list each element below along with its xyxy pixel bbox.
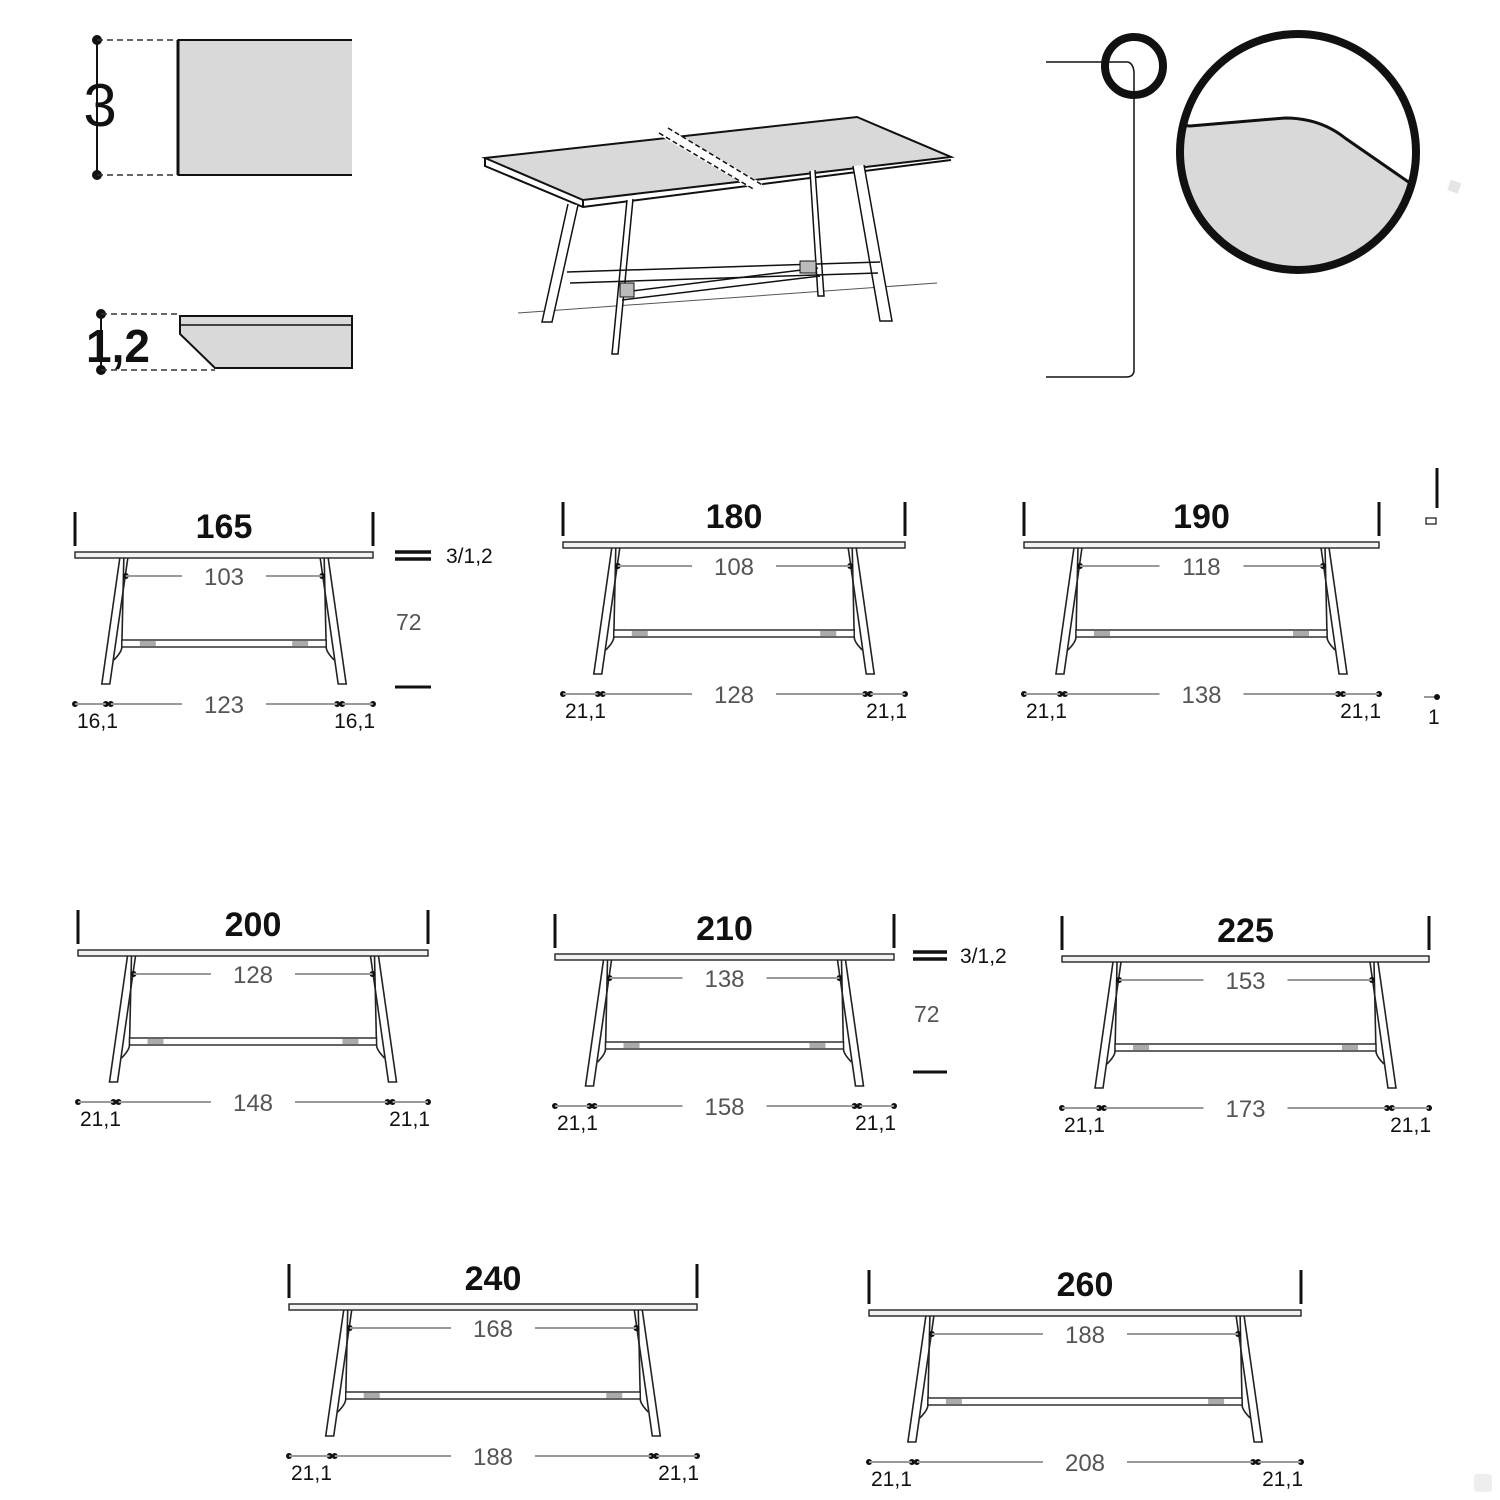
tabletop <box>1024 542 1379 548</box>
table-length-label: 190 <box>1173 498 1230 536</box>
tabletop <box>75 552 373 558</box>
height-legend-1 <box>395 545 493 687</box>
tabletop <box>78 950 428 956</box>
span-dimension-label: 188 <box>472 1444 514 1471</box>
side-dimension-right: 21,1 <box>1262 1468 1303 1491</box>
span-dimension-label: 128 <box>713 682 755 709</box>
side-dimension-right: 21,1 <box>855 1112 896 1135</box>
stretcher-joint <box>1208 1399 1224 1404</box>
stretcher-bar <box>1076 630 1327 637</box>
table-length-label: 180 <box>705 498 763 536</box>
stretcher-joint <box>1094 631 1110 636</box>
side-dimension-right: 21,1 <box>1390 1114 1431 1137</box>
stretcher-joint <box>1293 631 1309 636</box>
tabletop <box>563 542 905 548</box>
side-dimension-right: 16,1 <box>334 710 375 733</box>
table-length-label: 165 <box>195 508 253 546</box>
tabletop <box>289 1304 697 1310</box>
table-length-label: 240 <box>464 1260 522 1298</box>
table-elevation <box>286 1260 700 1485</box>
inner-dimension-label: 168 <box>472 1316 514 1343</box>
cropped-fragment-label: 1 <box>1428 706 1440 729</box>
height-legend-height-label: 72 <box>396 609 422 635</box>
edge-detail-magnified <box>1170 30 1461 290</box>
span-dimension-label: 173 <box>1225 1096 1266 1123</box>
stretcher-joint <box>148 1039 164 1044</box>
side-dimension-left: 21,1 <box>1026 700 1067 723</box>
inner-dimension-label: 188 <box>1064 1322 1106 1349</box>
stretcher-bar <box>1115 1044 1376 1051</box>
table-elevation <box>1059 912 1432 1137</box>
tabletop <box>1062 956 1429 962</box>
watermark-icon <box>1474 1474 1492 1492</box>
edge-detail-callout <box>1046 37 1163 377</box>
stretcher-joint <box>946 1399 962 1404</box>
height-legend-top-label: 3/1,2 <box>960 945 1007 968</box>
stretcher-bar <box>614 630 854 637</box>
stretcher-joint <box>606 1393 622 1398</box>
table-elevation <box>552 910 897 1135</box>
side-dimension-left: 16,1 <box>77 710 118 733</box>
inner-dimension-label: 118 <box>1182 554 1221 581</box>
table-length-label: 200 <box>224 906 282 944</box>
height-legend-top-label: 3/1,2 <box>446 545 493 568</box>
side-dimension-left: 21,1 <box>557 1112 598 1135</box>
side-dimension-right: 21,1 <box>1340 700 1381 723</box>
table-elevation <box>75 906 431 1131</box>
height-legend-2 <box>913 945 1007 1072</box>
table-elevation <box>1021 498 1382 723</box>
side-dimension-left: 21,1 <box>80 1108 121 1131</box>
span-dimension-label: 148 <box>232 1090 274 1117</box>
stretcher-joint <box>809 1043 825 1048</box>
edge-profile-thick <box>83 35 352 180</box>
thick-profile-label: 3 <box>83 72 117 139</box>
side-dimension-right: 21,1 <box>658 1462 699 1485</box>
table-elevation <box>560 498 908 723</box>
stretcher-bar <box>346 1392 641 1399</box>
inner-dimension-label: 153 <box>1225 968 1266 995</box>
table-elevation <box>866 1266 1304 1491</box>
inner-dimension-label: 108 <box>713 554 755 581</box>
side-dimension-right: 21,1 <box>389 1108 430 1131</box>
tabletop <box>555 954 894 960</box>
table-length-label: 210 <box>696 910 753 948</box>
side-dimension-left: 21,1 <box>565 700 606 723</box>
table-length-label: 225 <box>1217 912 1274 950</box>
stretcher-bar <box>130 1038 377 1045</box>
side-dimension-left: 21,1 <box>291 1462 332 1485</box>
stretcher-joint <box>1342 1045 1358 1050</box>
stretcher-bar <box>606 1042 844 1049</box>
stretcher-bar <box>928 1398 1242 1405</box>
span-dimension-label: 123 <box>203 692 245 719</box>
height-legend-height-label: 72 <box>914 1001 940 1027</box>
table-perspective-illustration <box>485 117 951 354</box>
tabletop <box>869 1310 1301 1316</box>
table-elevation <box>72 508 376 733</box>
stretcher-joint <box>343 1039 359 1044</box>
side-dimension-right: 21,1 <box>866 700 907 723</box>
span-dimension-label: 208 <box>1064 1450 1106 1477</box>
inner-dimension-label: 138 <box>704 966 745 993</box>
span-dimension-label: 158 <box>704 1094 745 1121</box>
cropped-table-fragment <box>1424 468 1440 729</box>
stretcher-joint <box>820 631 836 636</box>
edge-profile-thin <box>86 309 352 375</box>
inner-dimension-label: 103 <box>203 564 245 591</box>
table-length-label: 260 <box>1056 1266 1114 1304</box>
stretcher-joint <box>624 1043 640 1048</box>
side-dimension-left: 21,1 <box>871 1468 912 1491</box>
inner-dimension-label: 128 <box>232 962 274 989</box>
stretcher-joint <box>364 1393 380 1398</box>
stretcher-joint <box>632 631 648 636</box>
stretcher-joint <box>140 641 156 646</box>
table-elevations <box>72 498 1432 1491</box>
span-dimension-label: 138 <box>1181 682 1222 709</box>
stretcher-joint <box>292 641 308 646</box>
thin-profile-label: 1,2 <box>86 320 150 372</box>
stretcher-joint <box>1133 1045 1149 1050</box>
side-dimension-left: 21,1 <box>1064 1114 1105 1137</box>
